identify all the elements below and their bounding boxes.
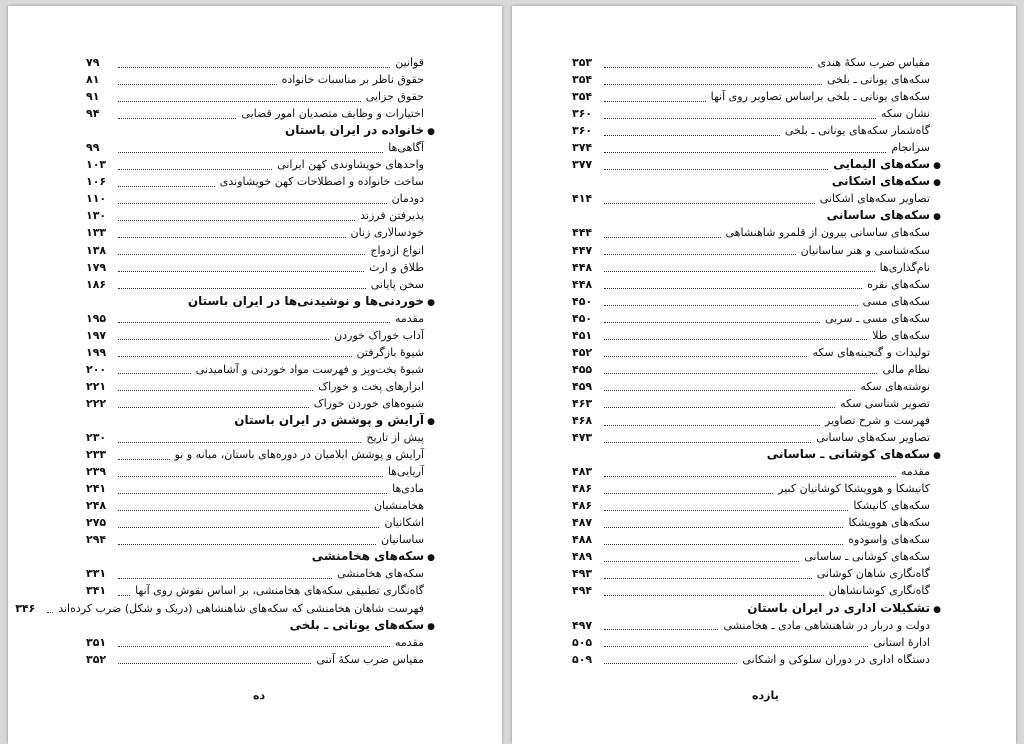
toc-entry	[86, 54, 436, 71]
entry-title: حقوق ناظر بر مناسبات خانواده	[281, 73, 424, 87]
dot-leader	[604, 467, 896, 477]
entry-title: سکه‌های نقره	[867, 277, 930, 291]
toc-entry	[86, 395, 436, 412]
page-ref: ۴۶۳	[572, 396, 593, 410]
toc-entry	[86, 497, 436, 514]
dot-leader	[118, 518, 379, 528]
dot-leader	[118, 586, 130, 596]
section-title: سکه‌های یونانی ـ بلخی	[289, 617, 424, 632]
entry-title: اشکانیان	[384, 516, 424, 530]
page-ref: ۴۷۳	[572, 431, 593, 445]
page-ref: ۴۴۸	[572, 260, 593, 274]
dot-leader	[118, 75, 277, 85]
page-ref: ۸۱	[86, 73, 100, 87]
dot-leader	[604, 586, 824, 596]
entry-title: نشان سکه	[881, 107, 930, 121]
page-ref: ۳۴۱	[86, 584, 107, 598]
toc-entry	[86, 88, 436, 105]
toc-entry	[572, 463, 942, 480]
entry-title: مقدمه	[900, 465, 930, 479]
page-ref: ۱۰۶	[86, 175, 107, 189]
page-ref: ۴۸۹	[572, 550, 593, 564]
dot-leader	[604, 58, 812, 68]
page-ref: ۲۰۰	[86, 362, 107, 376]
toc-entry	[572, 514, 942, 531]
page-number: یازده	[752, 689, 779, 702]
page-ref: ۴۹۷	[572, 618, 593, 632]
dot-leader	[118, 484, 387, 494]
toc-entry	[572, 327, 942, 344]
entry-title: فهرست شاهان هخامنشی که سکه‌های شاهنشاهی (دریک و شکل) ضرب کرده‌اند	[58, 601, 424, 615]
entry-title: سرانجام	[891, 141, 930, 155]
toc-entry	[572, 480, 942, 497]
toc-entry	[86, 480, 436, 497]
toc-entry	[572, 617, 942, 634]
page-ref: ۵۰۹	[572, 652, 593, 666]
entry-title: تصاویر سکه‌های ساسانی	[816, 431, 930, 445]
page-ref: ۲۳۰	[86, 431, 107, 445]
dot-leader	[604, 160, 828, 170]
entry-title: شیوهٔ بازگرفتن	[356, 345, 424, 359]
page-ref: ۴۴۸	[572, 277, 593, 291]
toc-section	[86, 122, 436, 139]
dot-leader	[118, 569, 332, 579]
page-ref: ۲۴۸	[86, 499, 107, 513]
toc-entry	[572, 497, 942, 514]
page-ref: ۴۵۰	[572, 294, 593, 308]
entry-title: آرایش و پوشش ایلامیان در دوره‌های باستان، میانه و نو	[174, 448, 424, 462]
toc-entry	[86, 327, 436, 344]
section-title: سکه‌های ساسانی	[826, 208, 930, 223]
dot-leader	[604, 654, 737, 664]
entry-title: فهرست و شرح تصاویر	[825, 413, 930, 427]
entry-title: نوشته‌های سکه	[860, 379, 930, 393]
entry-title: سکه‌های طلا	[872, 328, 930, 342]
dot-leader	[118, 109, 236, 119]
section-title: خوردنی‌ها و نوشیدنی‌ها در ایران باستان	[187, 293, 424, 308]
entry-title: آگاهی‌ها	[388, 141, 424, 155]
entry-title: سکه‌شناسی و هنر ساسانیان	[800, 243, 930, 257]
dot-leader	[604, 245, 796, 255]
toc-entry	[572, 378, 942, 395]
toc-entry	[572, 139, 942, 156]
toc-entry	[86, 446, 436, 463]
section-title: سکه‌های هخامنشی	[311, 549, 424, 564]
toc-entry	[86, 514, 436, 531]
dot-leader	[118, 58, 390, 68]
dot-leader	[604, 75, 822, 85]
toc-entry	[86, 310, 436, 327]
page-ref: ۳۵۱	[86, 635, 107, 649]
dot-leader	[604, 535, 843, 545]
toc-entry	[572, 88, 942, 105]
toc-entry	[572, 634, 942, 651]
dot-leader	[604, 109, 876, 119]
dot-leader	[604, 637, 868, 647]
dot-leader	[118, 262, 364, 272]
dot-leader	[604, 364, 877, 374]
toc-entry	[572, 242, 942, 259]
bullet-icon: ●	[427, 553, 435, 564]
bullet-icon: ●	[933, 161, 941, 172]
page-ref: ۴۵۵	[572, 362, 593, 376]
entry-title: ساسانیان	[381, 533, 424, 547]
page-ref: ۱۸۶	[86, 277, 107, 291]
dot-leader	[118, 364, 191, 374]
toc-entry	[86, 344, 436, 361]
section-title: سکه‌های کوشانی ـ ساسانی	[766, 447, 930, 462]
dot-leader	[118, 467, 383, 477]
page-ref: ۹۴	[86, 107, 100, 121]
entry-title: دستگاه اداری در دوران سلوکی و اشکانی	[742, 652, 930, 666]
toc-entry	[86, 429, 436, 446]
entry-title: سکه‌های هخامنشی	[337, 567, 424, 581]
page-ref: ۱۰۳	[86, 158, 107, 172]
entry-title: کانیشکا و هوویشکا کوشانیان کبیر	[778, 482, 930, 496]
toc-section	[86, 548, 436, 565]
page-ref: ۳۵۴	[572, 90, 593, 104]
dot-leader	[604, 518, 843, 528]
toc-entry	[572, 105, 942, 122]
bullet-icon: ●	[427, 621, 435, 632]
entry-title: انواع ازدواج	[370, 243, 424, 257]
page-ref: ۷۹	[86, 56, 100, 69]
bullet-icon: ●	[933, 451, 941, 462]
page-ref: ۴۵۲	[572, 345, 593, 359]
dot-leader	[604, 416, 820, 426]
toc-entry	[572, 395, 942, 412]
toc-entry	[572, 565, 942, 582]
page-ref: ۲۲۲	[86, 396, 107, 410]
page-ref: ۴۸۷	[572, 516, 593, 530]
dot-leader	[118, 92, 361, 102]
page-ref: ۳۴۶	[15, 601, 36, 615]
entry-title: مقیاس ضرب سکهٔ هندی	[817, 56, 930, 69]
toc-entry	[572, 276, 942, 293]
entry-title: نام‌گذاری‌ها	[879, 260, 930, 274]
dot-leader	[604, 92, 706, 102]
page-ref: ۴۸۶	[572, 499, 593, 513]
entry-title: مقیاس ضرب سکهٔ آتنی	[316, 652, 424, 666]
entry-title: هخامنشیان	[373, 499, 424, 513]
entry-title: قوانین	[395, 56, 424, 69]
entry-title: سکه‌های کوشانی ـ ساسانی	[804, 550, 930, 564]
dot-leader	[118, 654, 311, 664]
toc-entry	[572, 224, 942, 241]
toc-entry	[572, 361, 942, 378]
page-ref: ۹۹	[86, 141, 100, 155]
page-ref: ۳۷۴	[572, 141, 593, 155]
page-ref: ۲۹۴	[86, 533, 107, 547]
toc-entry	[572, 429, 942, 446]
page-ref: ۱۱۰	[86, 192, 107, 206]
page-ref: ۲۷۵	[86, 516, 107, 530]
entry-title: شیوهٔ پخت‌وپز و فهرست مواد خوردنی و آشامیدنی	[195, 362, 424, 376]
dot-leader	[118, 245, 365, 255]
toc-page-right	[512, 6, 1016, 744]
toc-list	[572, 54, 942, 668]
dot-leader	[118, 143, 383, 153]
dot-leader	[118, 160, 272, 170]
dot-leader	[604, 330, 867, 340]
page-ref: ۱۳۰	[86, 209, 107, 223]
entry-title: شیوه‌های خوردن خوراک	[313, 396, 424, 410]
toc-entry	[572, 651, 942, 668]
toc-entry	[86, 139, 436, 156]
dot-leader	[118, 211, 355, 221]
dot-leader	[604, 194, 815, 204]
entry-title: حقوق جزایی	[365, 90, 424, 104]
entry-title: آریایی‌ها	[387, 465, 424, 479]
dot-leader	[118, 194, 387, 204]
page-number: ده	[253, 689, 266, 702]
entry-title: سکه‌های هوویشکا	[848, 516, 930, 530]
dot-leader	[604, 433, 811, 443]
bullet-icon: ●	[933, 604, 941, 615]
page-ref: ۴۱۴	[572, 192, 593, 206]
entry-title: پیش از تاریخ	[366, 431, 424, 445]
page-ref: ۳۶۰	[572, 107, 593, 121]
toc-entry	[572, 310, 942, 327]
page-ref: ۴۴۷	[572, 243, 593, 257]
toc-section	[572, 600, 942, 617]
section-title: سکه‌های اشکانی	[831, 174, 930, 189]
toc-entry	[572, 293, 942, 310]
toc-entry	[86, 156, 436, 173]
toc-section	[572, 446, 942, 463]
page-ref: ۴۵۰	[572, 311, 593, 325]
toc-entry	[86, 463, 436, 480]
entry-title: نظام مالی	[882, 362, 930, 376]
toc-entry	[572, 412, 942, 429]
toc-entry	[572, 531, 942, 548]
entry-title: سکه‌های مسی ـ سربی	[824, 311, 930, 325]
entry-title: سخن پایانی	[370, 277, 424, 291]
dot-leader	[604, 347, 807, 357]
toc-entry	[86, 173, 436, 190]
entry-title: دولت و دربار در شاهنشاهی مادی ـ هخامنشی	[723, 618, 930, 632]
entry-title: واحدهای خویشاوندی کهن ایرانی	[277, 158, 424, 172]
dot-leader	[604, 262, 875, 272]
entry-title: دودمان	[391, 192, 424, 206]
entry-title: سکه‌های واسودوه	[848, 533, 930, 547]
page-ref: ۹۱	[86, 90, 100, 104]
toc-entry	[86, 259, 436, 276]
section-title: خانواده در ایران باستان	[284, 123, 424, 138]
toc-list	[15, 54, 436, 668]
dot-leader	[47, 603, 53, 613]
page-ref: ۴۹۳	[572, 567, 593, 581]
toc-entry	[86, 276, 436, 293]
dot-leader	[604, 126, 780, 136]
toc-section	[572, 207, 942, 224]
entry-title: آداب خوراک خوردن	[334, 328, 424, 342]
toc-entry	[86, 224, 436, 241]
page-ref: ۳۵۳	[572, 56, 593, 69]
toc-section	[86, 617, 436, 634]
page-ref: ۳۵۴	[572, 73, 593, 87]
entry-title: گاه‌شمار سکه‌های یونانی ـ بلخی	[784, 124, 930, 138]
page-ref: ۲۲۱	[86, 379, 107, 393]
page-ref: ۴۶۸	[572, 413, 593, 427]
page-ref: ۱۳۸	[86, 243, 107, 257]
page-ref: ۱۹۹	[86, 345, 107, 359]
page-ref: ۱۷۹	[86, 260, 107, 274]
toc-entry	[572, 259, 942, 276]
page-ref: ۲۳۹	[86, 465, 107, 479]
dot-leader	[118, 279, 366, 289]
page-ref: ۱۹۷	[86, 328, 107, 342]
toc-entry	[572, 190, 942, 207]
toc-entry	[86, 378, 436, 395]
page-ref: ۳۷۷	[572, 158, 593, 172]
toc-entry	[86, 531, 436, 548]
dot-leader	[118, 398, 309, 408]
toc-section	[86, 293, 436, 310]
dot-leader	[604, 398, 835, 408]
page-ref: ۴۵۹	[572, 379, 593, 393]
toc-entry	[86, 71, 436, 88]
entry-title: مقدمه	[394, 635, 424, 649]
dot-leader	[118, 228, 346, 238]
bullet-icon: ●	[933, 212, 941, 223]
toc-section	[86, 412, 436, 429]
page-ref: ۴۸۸	[572, 533, 593, 547]
page-ref: ۴۸۳	[572, 465, 593, 479]
toc-entry	[572, 122, 942, 139]
toc-entry	[86, 105, 436, 122]
toc-entry	[572, 344, 942, 361]
dot-leader	[118, 177, 215, 187]
entry-title: سکه‌های مسی	[862, 294, 930, 308]
entry-title: پذیرفتن فرزند	[360, 209, 424, 223]
dot-leader	[604, 143, 886, 153]
entry-title: ابزارهای پخت و خوراک	[318, 379, 424, 393]
page-ref: ۱۳۳	[86, 226, 107, 240]
dot-leader	[604, 279, 862, 289]
entry-title: تصویر شناسی سکه	[840, 396, 930, 410]
entry-title: تولیدات و گنجینه‌های سکه	[812, 345, 930, 359]
entry-title: تصاویر سکه‌های اشکانی	[819, 192, 930, 206]
toc-section	[572, 173, 942, 190]
section-title: سکه‌های الیمایی	[833, 157, 930, 172]
entry-title: گاه‌نگاری کوشانشاهان	[828, 584, 930, 598]
dot-leader	[604, 552, 799, 562]
dot-leader	[118, 450, 170, 460]
dot-leader	[604, 620, 718, 630]
entry-title: سکه‌های ساسانی بیرون از قلمرو شاهنشاهی	[725, 226, 930, 240]
dot-leader	[604, 313, 820, 323]
page-ref: ۴۵۱	[572, 328, 593, 342]
entry-title: مادی‌ها	[392, 482, 424, 496]
dot-leader	[604, 296, 858, 306]
toc-entry	[86, 651, 436, 668]
dot-leader	[118, 637, 390, 647]
toc-entry	[86, 242, 436, 259]
toc-entry	[15, 600, 436, 617]
section-title: تشکیلات اداری در ایران باستان	[747, 600, 930, 615]
toc-entry	[572, 71, 942, 88]
dot-leader	[118, 330, 329, 340]
toc-entry	[572, 548, 942, 565]
dot-leader	[604, 569, 812, 579]
entry-title: اختیارات و وظایف متصدیان امور قضایی	[241, 107, 424, 121]
entry-title: ساخت خانواده و اصطلاحات کهن خویشاوندی	[219, 175, 424, 189]
entry-title: گاه‌نگاری شاهان کوشانی	[816, 567, 930, 581]
page-ref: ۳۶۰	[572, 124, 593, 138]
dot-leader	[604, 484, 773, 494]
entry-title: ادارهٔ استانی	[873, 635, 930, 649]
page-ref: ۵۰۵	[572, 635, 593, 649]
entry-title: خودسالاری زنان	[350, 226, 424, 240]
dot-leader	[604, 381, 855, 391]
entry-title: سکه‌های یونانی ـ بلخی براساس تصاویر روی آنها	[710, 90, 930, 104]
page-ref: ۴۴۴	[572, 226, 593, 240]
dot-leader	[118, 501, 369, 511]
toc-entry	[86, 190, 436, 207]
dot-leader	[118, 381, 313, 391]
toc-page-left	[8, 6, 502, 744]
dot-leader	[118, 347, 352, 357]
bullet-icon: ●	[427, 416, 435, 427]
entry-title: سکه‌های یونانی ـ بلخی	[826, 73, 930, 87]
toc-entry	[86, 361, 436, 378]
entry-title: گاه‌نگاری تطبیقی سکه‌های هخامنشی، بر اساس نقوش روی آنها	[135, 584, 424, 598]
dot-leader	[118, 313, 390, 323]
page-ref: ۴۹۴	[572, 584, 593, 598]
toc-entry	[86, 582, 436, 599]
entry-title: طلاق و ارث	[369, 260, 424, 274]
dot-leader	[604, 228, 721, 238]
bullet-icon: ●	[427, 127, 435, 138]
section-title: آرایش و پوشش در ایران باستان	[234, 412, 424, 427]
dot-leader	[118, 433, 361, 443]
entry-title: مقدمه	[394, 311, 424, 325]
bullet-icon: ●	[427, 297, 435, 308]
entry-title: سکه‌های کانیشکا	[853, 499, 930, 513]
page-ref: ۲۴۱	[86, 482, 107, 496]
page-ref: ۲۳۳	[86, 448, 107, 462]
dot-leader	[118, 535, 376, 545]
toc-section	[572, 156, 942, 173]
page-ref: ۳۳۱	[86, 567, 107, 581]
toc-entry	[86, 634, 436, 651]
toc-entry	[86, 207, 436, 224]
toc-entry	[572, 54, 942, 71]
dot-leader	[604, 501, 848, 511]
page-ref: ۴۸۶	[572, 482, 593, 496]
toc-entry	[86, 565, 436, 582]
page-ref: ۳۵۲	[86, 652, 107, 666]
toc-entry	[572, 582, 942, 599]
bullet-icon: ●	[933, 178, 941, 189]
page-ref: ۱۹۵	[86, 311, 107, 325]
